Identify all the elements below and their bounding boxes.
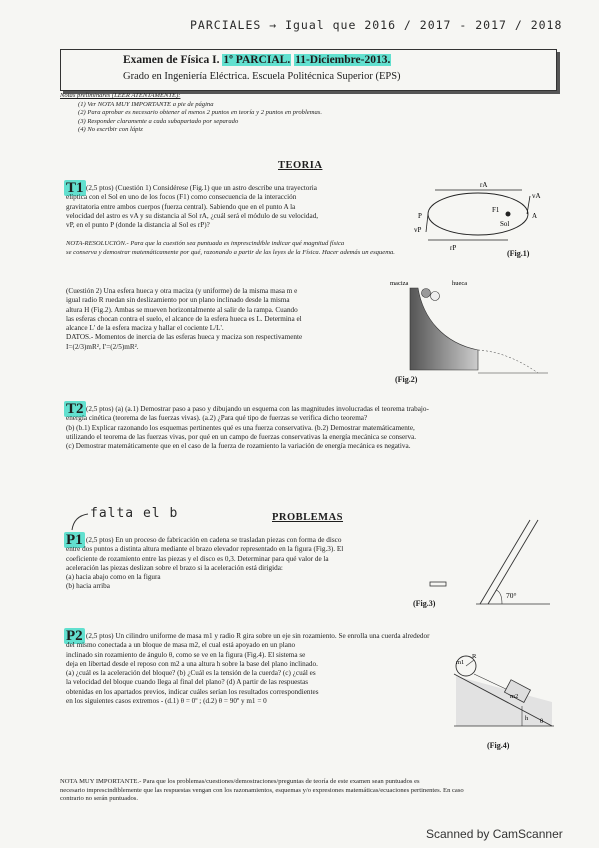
t1-line: velocidad del astro es vA y su distancia al Sol rA, ¿cuál será el módulo de su velocidad, [66, 211, 319, 220]
fig1-label-ra: rA [480, 181, 488, 189]
p1-text-body [66, 545, 410, 591]
c2-line: las esferas chocan contra el suelo, el alcance de la esfera hueca es L. Determina el [66, 314, 302, 323]
preliminary-notes [60, 92, 520, 135]
fig1-caption: (Fig.1) [507, 249, 530, 258]
fig1-orbit-diagram [410, 176, 550, 256]
p1-line: coeficiente de rozamiento entre las piezas y el disco es 0,3. Determinar para qué valor de la [66, 554, 329, 563]
fig2-caption: (Fig.2) [395, 375, 418, 384]
notes-item: (2) Para aprobar es necesario obtener al menos 2 puntos en teoría y 2 puntos en problemas. [78, 109, 323, 116]
handwritten-p1-note: falta el b [90, 506, 179, 521]
fig3-arm-diagram [426, 512, 556, 612]
fig4-label-theta: θ [540, 718, 544, 725]
t2-line: (c) Demostrar matemáticamente que en el caso de la fuerza de rozamiento la variación de energía mecánica es negativa. [66, 442, 411, 451]
footer-line: NOTA MUY IMPORTANTE.- Para que los problemas/cuestiones/demostraciones/preguntas de teoría de este examen sean puntuados es [60, 778, 420, 785]
t2-line: energía cinética (teorema de las fuerzas vivas). (a.2) ¿Para qué tipo de fuerzas se verifica dicho teorema? [66, 414, 368, 423]
p2-line: deja en libertad desde el reposo con m2 a una altura h sobre la base del plano inclinado. [66, 659, 318, 668]
fig4-label-m1: m1 [456, 659, 465, 666]
p2-line: (2,5 ptos) Un cilindro uniforme de masa m1 y radio R gira sobre un eje sin rozamiento. Se enrolla una cuerda alrededor [86, 632, 430, 640]
c2-line: I=(2/3)mR², I'=(2/5)mR². [66, 342, 139, 351]
p1-line: (2,5 ptos) En un proceso de fabricación en cadena se trasladan piezas con forma de disco [86, 536, 342, 544]
fig3-caption: (Fig.3) [413, 599, 436, 608]
c2-line: (Cuestión 2) Una esfera hueca y otra maciza (y uniforme) de la misma masa m e [66, 287, 298, 295]
notes-item: (4) No escribir con lápiz [78, 126, 143, 133]
p2-line: la velocidad del bloque cuando llega al final del plano? (d) A partir de las respuestas [66, 678, 309, 687]
p1-label: P1 [66, 532, 83, 548]
footer-line: contrario no serán puntuados. [60, 795, 139, 802]
fig1-sun-dot [506, 212, 511, 217]
t1-label: T1 [66, 180, 84, 196]
fig2-label-hueca: hueca [452, 280, 468, 287]
p1-line: aceleración las piezas deslizan sobre el brazo si la aceleración está dirigida: [66, 563, 283, 572]
fig2-ramp [410, 288, 478, 370]
c2-text [66, 287, 386, 352]
fig2-sphere-maciza [422, 289, 431, 298]
t2-label: T2 [66, 401, 84, 417]
exam-title: Examen de Física I. [123, 54, 220, 66]
fig4-label-m2: m2 [510, 693, 519, 700]
t1-line: gravitatoria entre ambos cuerpos (fuerza central). Sabiendo que en el punto A la [66, 202, 296, 211]
p2-label: P2 [66, 628, 83, 644]
p1-line: (a) hacia abajo como en la figura [66, 573, 161, 582]
fig1-label-a: A [532, 212, 538, 220]
fig1-label-rp: rP [450, 244, 457, 252]
t1-line: (2,5 ptos) (Cuestión 1) Considérese (Fig.1) que un astro describe una trayectoria [86, 184, 317, 192]
p2-line: en los siguientes casos extremos - (d.1) θ = 0º ; (d.2) θ = 90º y m1 = 0 [66, 697, 267, 706]
fig3-angle-label: 70° [506, 591, 517, 600]
p2-text-body [66, 641, 438, 706]
t1-note-line: NOTA-RESOLUCIÓN.- Para que la cuestión sea puntuada es imprescindible indicar qué magnitud física [66, 240, 345, 247]
p2-text [86, 632, 556, 641]
notes-item: (1) Ver NOTA MUY IMPORTANTE a pie de página [78, 100, 214, 108]
footer-line: necesario imprescindiblemente que las respuestas vengan con los razonamientos, esquemas y/o expresiones matemáticas/ecuaciones pertinentes. En caso [60, 786, 464, 794]
footer-note [60, 778, 560, 804]
fig2-label-maciza: maciza [390, 280, 409, 287]
p2-line: inclinado sin rozamiento de ángulo θ, como se ve en la figura (Fig.4). El sistema se [66, 650, 306, 659]
c2-line: alcance L' de la esfera maciza y hallar el cociente L/L'. [66, 324, 224, 333]
p1-line: (b) hacia arriba [66, 582, 110, 591]
c2-line: igual radio R ruedan sin deslizamiento por un plano inclinado desde la misma [66, 296, 290, 305]
fig1-label-sol: Sol [500, 220, 510, 228]
notes-item: (3) Responder claramente a cada subapartado por separado [78, 117, 239, 125]
fig4-label-r: R [472, 653, 477, 660]
t1-text [86, 184, 404, 193]
c2-line: altura H (Fig.2). Ambas se mueven horizontalmente al salir de la rampa. Cuando [66, 305, 298, 314]
exam-title-line [123, 54, 391, 66]
fig1-label-va: vA [532, 192, 541, 200]
c2-line: DATOS.- Momentos de inercia de las esferas hueca y maciza son respectivamente [66, 333, 303, 342]
p2-line: del mismo conectada a un bloque de masa m2, el cual está apoyado en un plano [66, 641, 296, 650]
t2-text [86, 405, 556, 414]
p1-text [86, 536, 408, 545]
t2-line: (2,5 ptos) (a) (a.1) Demostrar paso a paso y dibujando un esquema con las magnitudes involucradas el teorema trabajo- [86, 405, 429, 413]
fig1-va-arrow [527, 196, 530, 214]
t2-line: utilizando el teorema de las fuerzas vivas, por qué en un campo de fuerzas conservativas la energía mecánica se conserva. [66, 432, 417, 441]
exam-header [60, 49, 557, 91]
fig2-sphere-hueca [431, 292, 440, 301]
t1-text-body [66, 193, 406, 230]
t1-line: elíptica con el Sol en uno de los focos (F1) como consecuencia de la interacción [66, 193, 297, 202]
fig3-arm-line-1 [480, 520, 530, 604]
arrow-stroke [72, 514, 88, 530]
fig1-vp-arrow [426, 214, 428, 232]
handwritten-top-note: PARCIALES → Igual que 2016 / 2017 - 2017 / 2018 [190, 18, 563, 32]
fig4-incline-diagram [448, 646, 556, 736]
t2-line: (b) (b.1) Explicar razonando los esquemas pertinentes qué es una fuerza conservativa. (b.2) Demostrar matemáticamente, [66, 423, 415, 432]
t1-note-line: se conserva y demostrar matemáticamente por qué, razonando a partir de las leyes de la Física. Hacer además un esquema. [66, 248, 395, 256]
fig2-ramp-diagram [388, 278, 553, 378]
fig1-label-f1: F1 [492, 206, 500, 214]
fig1-label-p: P [418, 212, 422, 220]
notes-heading: Notas preliminares (LEER ATENTAMENTE): [60, 92, 181, 99]
fig1-ellipse [428, 193, 528, 235]
fig3-piece [430, 582, 446, 586]
teoria-title: TEORIA [278, 160, 323, 171]
exam-partial: 1º PARCIAL. [223, 54, 291, 66]
fig1-label-vp: vP [414, 226, 422, 234]
fig4-label-h: h [525, 715, 529, 722]
exam-date: 11-Diciembre-2013. [295, 54, 391, 66]
p2-line: (a) ¿cuál es la aceleración del bloque? (b) ¿Cuál es la tensión de la cuerda? (c) ¿cuál es [66, 669, 316, 678]
fig4-caption: (Fig.4) [487, 741, 510, 750]
fig2-trajectory [478, 350, 538, 373]
exam-degree: Grado en Ingeniería Eléctrica. Escuela Politécnica Superior (EPS) [123, 71, 401, 82]
p1-line: entre dos puntos a distinta altura mediante el brazo elevador representado en la figura (Fig.3). El [66, 545, 344, 554]
fig3-angle-arc [496, 590, 502, 604]
t2-text-body [66, 414, 556, 451]
p2-line: obtenidas en los apartados previos, indicar cuáles serían los resultados correspondientes [66, 687, 319, 696]
handwritten-arrow [66, 510, 90, 534]
t1-line: vP, en el punto P (donde la distancia al Sol es rP)? [66, 221, 210, 230]
camscanner-watermark: Scanned by CamScanner [426, 827, 563, 841]
problemas-title: PROBLEMAS [272, 512, 344, 523]
